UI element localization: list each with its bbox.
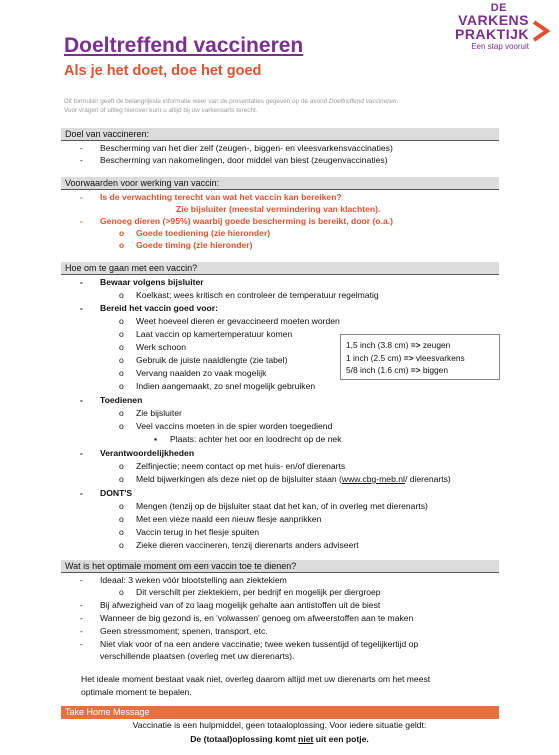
- needle-row: [346, 364, 494, 377]
- bullet-dash: -: [80, 192, 83, 202]
- list-subitem: Zelfinjectie; neem contact op met huis- en/of dierenarts: [136, 461, 346, 471]
- bullet-circle: o: [119, 228, 125, 238]
- list-item: Toedienen: [100, 395, 143, 405]
- list-item: Is de verwachting terecht van wat het vaccin kan bereiken?: [100, 192, 342, 202]
- list-subitem: Koelkast; wees kritisch en controleer de temperatuur regelmatig: [136, 290, 379, 300]
- logo-line-2: VARKENS: [458, 12, 529, 28]
- section-header-moment: Wat is het optimale moment om een vaccin toe te dienen?: [61, 560, 499, 573]
- bullet-dash: -: [80, 143, 83, 153]
- list-subitem: Mengen (tenzij op de bijsluiter staat dat het kan, of in overleg met dierenarts): [136, 501, 428, 511]
- bullet-circle: o: [119, 290, 124, 300]
- section-header-doel: Doel van vaccineren:: [61, 128, 499, 141]
- list-subitem: Laat vaccin op kamertemperatuur komen: [136, 329, 293, 339]
- needle-size: 1 inch (2.5 cm): [346, 352, 402, 363]
- bullet-circle: o: [119, 461, 124, 471]
- bullet-circle: o: [119, 421, 124, 431]
- bullet-dash: -: [80, 575, 83, 585]
- bullet-circle: o: [119, 527, 124, 537]
- needle-target: biggen: [422, 365, 448, 375]
- list-subitem: Zie bijsluiter (meestal vermindering van klachten).: [176, 204, 381, 214]
- bullet-circle: o: [119, 540, 124, 550]
- section-header-voorwaarden: Voorwaarden voor werking van vaccin:: [61, 177, 499, 190]
- bullet-dash: -: [80, 395, 83, 405]
- cbg-meb-link[interactable]: www.cbg-meb.nl: [341, 474, 405, 484]
- needle-arrow: =>: [410, 365, 421, 375]
- list-subitem: Met een vieze naald een nieuw flesje aanprikken: [136, 514, 322, 524]
- bullet-dash: -: [80, 277, 83, 287]
- list-item: Niet vlak voor of na een andere vaccinatie; twee weken tussentijd of tegelijkertijd op: [100, 639, 419, 649]
- page-title: Doeltreffend vaccineren: [64, 34, 304, 57]
- bullet-dash: -: [80, 626, 83, 636]
- needle-size: 5/8 inch (1.6 cm): [346, 365, 409, 375]
- bullet-circle: o: [119, 329, 124, 339]
- list-item: Bewaar volgens bijsluiter: [100, 277, 204, 287]
- list-item: Verantwoordelijkheden: [100, 448, 195, 458]
- bullet-dash: -: [80, 613, 83, 623]
- list-item: Bij afwezigheid van of zo laag mogelijk gehalte aan antistoffen uit de biest: [100, 600, 381, 610]
- list-item: Bescherming van nakomelingen, door middel van biest (zeugenvaccinaties): [100, 155, 388, 165]
- list-subitem: Zieke dieren vaccineren, tenzij dierenarts anders adviseert: [136, 540, 359, 550]
- bullet-circle: o: [119, 514, 124, 524]
- list-subitem: Vaccin terug in het flesje spuiten: [136, 527, 260, 537]
- intro-line2: Voor vragen of uitleg hierover kunt u altijd bij uw varkensarts terecht.: [64, 107, 258, 114]
- bullet-dash: -: [80, 155, 83, 165]
- bullet-circle: o: [119, 501, 124, 511]
- bullet-circle: o: [119, 474, 124, 484]
- bullet-circle: o: [119, 240, 125, 250]
- bullet-circle: o: [119, 381, 124, 391]
- bullet-dash: -: [80, 216, 83, 226]
- bullet-square: ▪: [154, 434, 158, 444]
- list-subitem: Goede toediening (zie hieronder): [136, 228, 271, 238]
- bullet-circle: o: [119, 355, 124, 365]
- bullet-dash: -: [80, 639, 83, 649]
- bullet-circle: o: [119, 316, 124, 326]
- bullet-circle: o: [119, 342, 124, 352]
- list-subitem: Indien aangemaakt, zo snel mogelijk gebruiken: [136, 381, 316, 391]
- list-subsubitem: Plaats: achter het oor en loodrecht op de nek: [170, 434, 342, 444]
- list-item: Ideaal: 3 weken vóór blootstelling aan ziektekiem: [100, 575, 287, 585]
- text-part: uit een potje.: [313, 734, 369, 744]
- list-subitem: [136, 473, 451, 485]
- needle-length-table: [340, 334, 500, 380]
- intro-line1-c: .: [396, 98, 399, 105]
- section-header-hoe: Hoe om te gaan met een vaccin?: [61, 262, 499, 275]
- text-part: Meld bijwerkingen als deze niet op de bijsluiter staan (: [136, 474, 342, 484]
- list-subitem: Zie bijsluiter: [136, 408, 182, 418]
- paragraph-line: optimale moment te bepalen.: [81, 687, 192, 697]
- intro-text: [64, 97, 504, 115]
- list-item: Geen stressmoment; spenen, transport, etc.: [100, 626, 268, 636]
- list-item: Genoeg dieren (>95%) waarbij goede bescherming is bereikt, door (o.a.): [100, 216, 393, 226]
- list-item-continued: verschillende plaatsen (overleg met uw dierenarts).: [100, 651, 295, 661]
- needle-size: 1,5 inch (3.8 cm): [346, 340, 409, 350]
- text-part: / dierenarts): [404, 474, 451, 484]
- bullet-dash: -: [80, 488, 83, 498]
- bullet-circle: o: [119, 587, 124, 597]
- needle-row: [346, 352, 494, 365]
- text-part: De (totaal)oplossing komt: [190, 734, 299, 744]
- list-subitem: Dit verschilt per ziektekiem, per bedrijf en mogelijk per diergroep: [136, 587, 381, 597]
- logo: [431, 2, 551, 52]
- page-subtitle: Als je het doet, doe het goed: [64, 63, 262, 79]
- logo-tagline: Een stap vooruit: [471, 42, 529, 51]
- needle-arrow: =>: [403, 352, 414, 363]
- section-header-take-home: Take Home Message: [61, 706, 499, 719]
- bullet-dash: -: [80, 600, 83, 610]
- list-item: Bescherming van het dier zelf (zeugen-, biggen- en vleesvarkensvaccinaties): [100, 143, 393, 153]
- list-subitem: Vervang naalden zo vaak mogelijk: [136, 368, 267, 378]
- list-subitem: Weet hoeveel dieren er gevaccineerd moeten worden: [136, 316, 340, 326]
- bullet-dash: -: [80, 303, 83, 313]
- needle-target: vleesvarkens: [415, 352, 465, 363]
- text-part: niet: [298, 734, 314, 744]
- bullet-circle: o: [119, 408, 124, 418]
- list-item: DONT'S: [100, 488, 133, 498]
- needle-row: [346, 339, 494, 352]
- take-home-line2: [0, 733, 559, 745]
- needle-target: zeugen: [422, 340, 451, 350]
- bullet-dash: -: [80, 448, 83, 458]
- list-subitem: Veel vaccins moeten in de spier worden toegediend: [136, 421, 333, 431]
- needle-arrow: =>: [410, 340, 421, 350]
- paragraph-line: Het ideale moment bestaat vaak niet, overleg daarom altijd met uw dierenarts om het meest: [81, 674, 431, 684]
- logo-arrow-icon: [531, 20, 551, 42]
- list-item: Bereid het vaccin goed voor:: [100, 303, 218, 313]
- logo-line-1: DE: [490, 2, 507, 14]
- list-subitem: Goede timing (zie hieronder): [136, 240, 253, 250]
- logo-line-3: PRAKTIJK: [454, 26, 529, 42]
- list-item: Wanneer de big gezond is, en 'volwassen' genoeg om afweerstoffen aan te maken: [100, 613, 414, 623]
- bullet-circle: o: [119, 368, 124, 378]
- intro-line1-b: Doeltreffend vaccineren: [329, 98, 397, 105]
- list-subitem: Werk schoon: [136, 342, 186, 352]
- list-subitem: Gebruik de juiste naaldlengte (zie tabel): [136, 355, 288, 365]
- take-home-line1: Vaccinatie is een hulpmiddel, geen totaaloplossing. Voor iedere situatie geldt:: [132, 720, 427, 730]
- intro-line1-a: Dit formulier geeft de belangrijkste informatie weer van de presentaties gegeven op de avond: [64, 98, 330, 105]
